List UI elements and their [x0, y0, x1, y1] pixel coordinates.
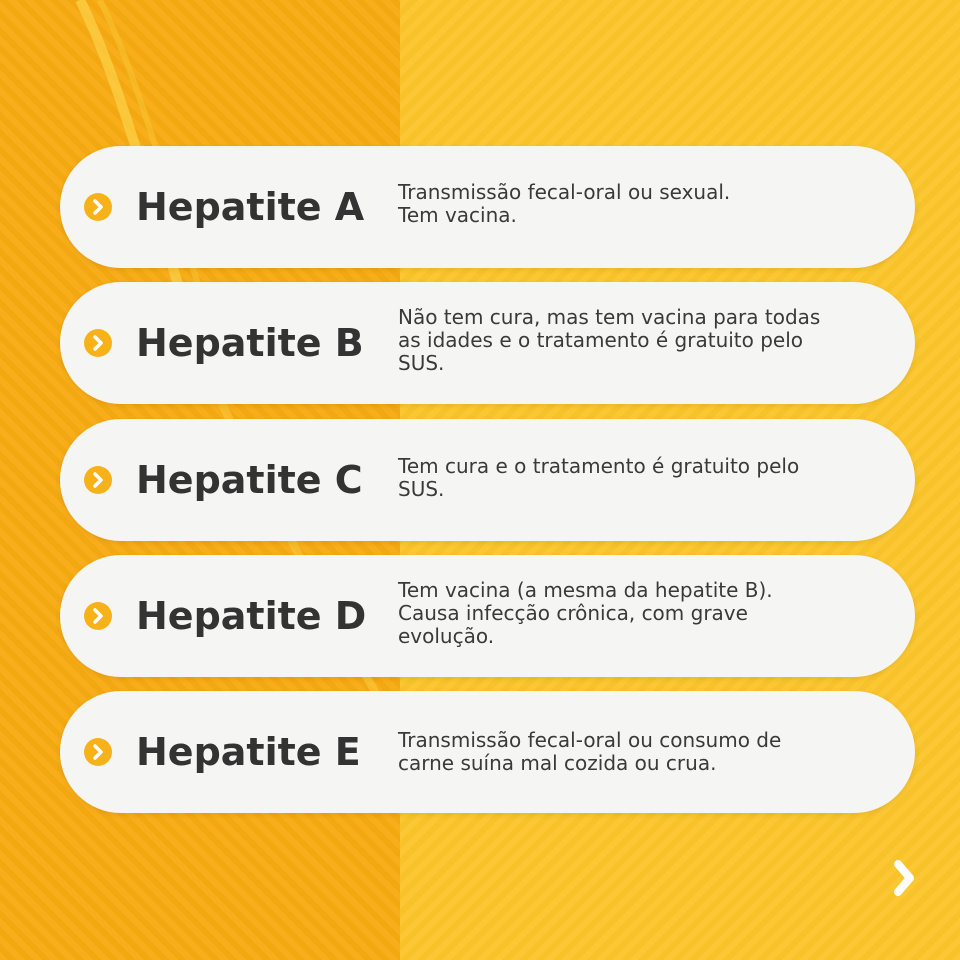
- hepatite-c-description: [398, 455, 898, 501]
- next-slide-button[interactable]: [886, 858, 926, 898]
- hepatite-b-description: [398, 306, 898, 375]
- chevron-right-circle-icon: [84, 738, 112, 766]
- hepatite-e-description: [398, 729, 898, 775]
- description-line: Transmissão fecal-oral ou sexual.: [398, 180, 731, 204]
- description-line: as idades e o tratamento é gratuito pelo: [398, 328, 804, 352]
- description-line: Transmissão fecal-oral ou consumo de: [398, 728, 782, 752]
- chevron-right-circle-icon: [84, 329, 112, 357]
- description-line: Tem vacina.: [398, 203, 517, 227]
- description-line: Tem cura e o tratamento é gratuito pelo: [398, 454, 800, 478]
- hepatite-a-card: [60, 146, 915, 268]
- hepatite-c-title: Hepatite C: [136, 458, 363, 502]
- hepatite-d-card: [60, 555, 915, 677]
- description-line: Tem vacina (a mesma da hepatite B).: [398, 578, 773, 602]
- hepatite-d-description: [398, 579, 898, 648]
- description-line: SUS.: [398, 351, 445, 375]
- hepatite-e-title: Hepatite E: [136, 730, 361, 774]
- description-line: SUS.: [398, 477, 445, 501]
- chevron-right-circle-icon: [84, 602, 112, 630]
- description-line: Não tem cura, mas tem vacina para todas: [398, 305, 821, 329]
- chevron-right-circle-icon: [84, 466, 112, 494]
- hepatite-a-title: Hepatite A: [136, 185, 365, 229]
- chevron-right-icon: [886, 858, 926, 898]
- hepatite-e-card: [60, 691, 915, 813]
- hepatite-c-card: [60, 419, 915, 541]
- hepatite-b-card: [60, 282, 915, 404]
- hepatite-b-title: Hepatite B: [136, 321, 364, 365]
- hepatite-d-title: Hepatite D: [136, 594, 367, 638]
- description-line: carne suína mal cozida ou crua.: [398, 751, 717, 775]
- description-line: evolução.: [398, 624, 495, 648]
- chevron-right-circle-icon: [84, 193, 112, 221]
- hepatite-a-description: [398, 181, 898, 227]
- description-line: Causa infecção crônica, com grave: [398, 601, 748, 625]
